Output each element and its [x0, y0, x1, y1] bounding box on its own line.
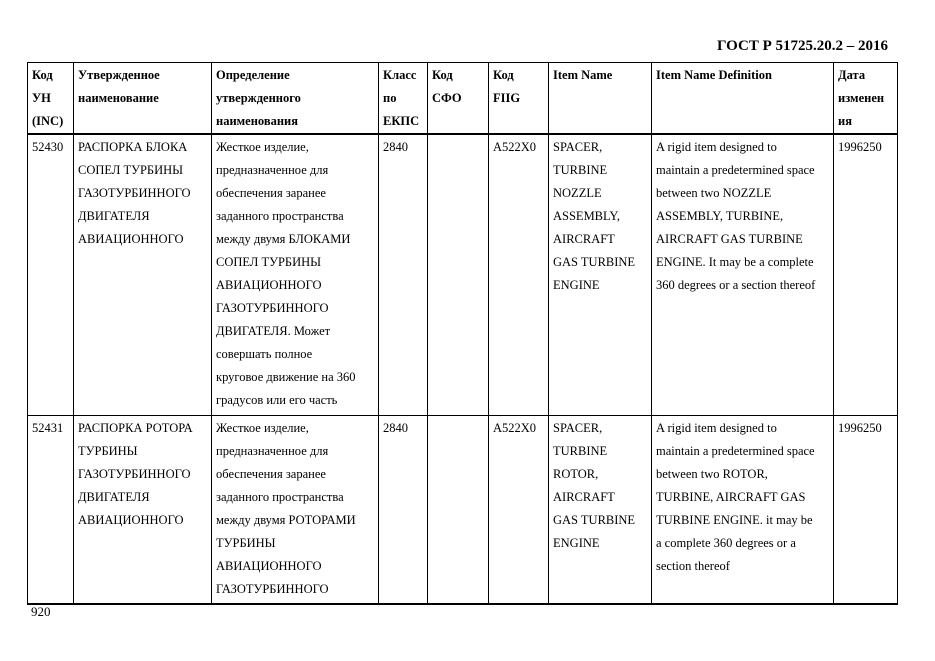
cell-inc: 52430	[28, 134, 74, 415]
cell-line: Жесткое изделие,	[216, 420, 309, 435]
cell-line: АВИАЦИОННОГО	[78, 512, 184, 527]
cell-item-name-definition	[652, 134, 834, 415]
header-text: СФО	[432, 91, 462, 105]
cell-line: ТУРБИНЫ	[216, 535, 276, 550]
cell-line: обеспечения заранее	[216, 466, 326, 481]
cell-item-name	[549, 415, 652, 604]
cell-line: предназначенное для	[216, 443, 329, 458]
cell-line: maintain a predetermined space	[656, 163, 815, 177]
table-header-row	[28, 63, 898, 135]
cell-line: обеспечения заранее	[216, 186, 326, 200]
cell-line: NOZZLE	[553, 186, 602, 200]
cell-line: между двумя БЛОКАМИ	[216, 232, 351, 246]
cell-line: A rigid item designed to	[656, 140, 777, 154]
cell-line: ТУРБИНЫ	[78, 443, 138, 458]
cell-line: АВИАЦИОННОГО	[216, 558, 322, 573]
cell-approved-name	[74, 415, 212, 604]
cell-line: ГАЗОТУРБИННОГО	[78, 186, 191, 200]
header-change-date	[834, 63, 898, 135]
cell-line: круговое движение на 360	[216, 370, 356, 384]
cell-item-name-definition	[652, 415, 834, 604]
cell-line: ДВИГАТЕЛЯ	[78, 489, 150, 504]
table-row	[28, 415, 898, 604]
table-row	[28, 134, 898, 415]
cell-line: РАСПОРКА БЛОКА	[78, 140, 188, 154]
cell-line: совершать полное	[216, 347, 313, 361]
cell-definition	[212, 415, 379, 604]
header-item-name	[549, 63, 652, 135]
cell-line: ROTOR,	[553, 466, 599, 481]
header-text: (INC)	[32, 114, 64, 128]
page-number: 920	[31, 604, 51, 619]
header-text: FIIG	[493, 91, 521, 105]
cell-ekps-class: 2840	[379, 415, 428, 604]
cell-line: between two ROTOR,	[656, 466, 768, 481]
cell-line: SPACER,	[553, 140, 603, 154]
header-text: УН	[32, 91, 51, 105]
cell-line: ГАЗОТУРБИННОГО	[216, 581, 329, 596]
cell-line: AIRCRAFT GAS TURBINE	[656, 232, 803, 246]
cell-line: АВИАЦИОННОГО	[216, 278, 322, 292]
cell-line: TURBINE	[553, 163, 608, 177]
header-inc-code	[28, 63, 74, 135]
cell-line: TURBINE ENGINE. it may be	[656, 512, 813, 527]
cell-ekps-class: 2840	[379, 134, 428, 415]
header-text: Определение	[216, 68, 290, 82]
cell-line: GAS TURBINE	[553, 255, 636, 269]
header-text: наименование	[78, 91, 159, 105]
cell-inc: 52431	[28, 415, 74, 604]
header-text: по	[383, 91, 397, 105]
cell-line: ДВИГАТЕЛЯ. Может	[216, 324, 331, 338]
header-text: ия	[838, 114, 852, 128]
cell-item-name	[549, 134, 652, 415]
cell-line: ENGINE	[553, 535, 600, 550]
cell-sfo-code	[428, 415, 489, 604]
header-text: утвержденного	[216, 91, 301, 105]
cell-line: SPACER,	[553, 420, 603, 435]
cell-line: GAS TURBINE	[553, 512, 636, 527]
cell-line: a complete 360 degrees or a	[656, 535, 796, 550]
cell-approved-name	[74, 134, 212, 415]
document-standard-header: ГОСТ Р 51725.20.2 – 2016	[716, 38, 888, 54]
header-text: Код	[32, 68, 53, 82]
header-definition	[212, 63, 379, 135]
cell-line: предназначенное для	[216, 163, 329, 177]
cell-line: ГАЗОТУРБИННОГО	[78, 466, 191, 481]
cell-line: A rigid item designed to	[656, 420, 777, 435]
item-names-table	[27, 62, 898, 605]
header-text: ЕКПС	[383, 114, 420, 128]
header-fiig-code	[489, 63, 549, 135]
cell-line: ENGINE	[553, 278, 600, 292]
cell-line: заданного пространства	[216, 209, 344, 223]
header-text: Код	[432, 68, 453, 82]
cell-line: TURBINE	[553, 443, 608, 458]
cell-line: maintain a predetermined space	[656, 443, 815, 458]
cell-line: градусов или его часть	[216, 393, 338, 407]
cell-fiig-code: A522X0	[489, 415, 549, 604]
header-text: Item Name Definition	[656, 68, 772, 82]
header-ekps-class	[379, 63, 428, 135]
header-text: Класс	[383, 68, 417, 82]
header-text: наименования	[216, 114, 299, 128]
header-text: Item Name	[553, 68, 613, 82]
header-text: Дата	[838, 68, 866, 82]
cell-line: section thereof	[656, 558, 730, 573]
cell-line: СОПЕЛ ТУРБИНЫ	[78, 163, 184, 177]
cell-line: 360 degrees or a section thereof	[656, 278, 816, 292]
cell-line: заданного пространства	[216, 489, 344, 504]
cell-line: ASSEMBLY, TURBINE,	[656, 209, 784, 223]
cell-line: СОПЕЛ ТУРБИНЫ	[216, 255, 322, 269]
cell-line: AIRCRAFT	[553, 489, 615, 504]
cell-line: ДВИГАТЕЛЯ	[78, 209, 150, 223]
cell-line: TURBINE, AIRCRAFT GAS	[656, 489, 806, 504]
cell-fiig-code: A522X0	[489, 134, 549, 415]
header-text: Утвержденное	[78, 68, 160, 82]
cell-line: Жесткое изделие,	[216, 140, 309, 154]
header-text: изменен	[838, 91, 885, 105]
header-approved-name	[74, 63, 212, 135]
header-sfo-code	[428, 63, 489, 135]
cell-line: РАСПОРКА РОТОРА	[78, 420, 193, 435]
header-item-name-definition	[652, 63, 834, 135]
cell-line: АВИАЦИОННОГО	[78, 232, 184, 246]
cell-definition	[212, 134, 379, 415]
cell-line: ASSEMBLY,	[553, 209, 620, 223]
cell-sfo-code	[428, 134, 489, 415]
cell-line: между двумя РОТОРАМИ	[216, 512, 356, 527]
header-text: Код	[493, 68, 514, 82]
cell-change-date: 1996250	[834, 415, 898, 604]
cell-line: between two NOZZLE	[656, 186, 772, 200]
cell-line: AIRCRAFT	[553, 232, 615, 246]
cell-line: ENGINE. It may be a complete	[656, 255, 814, 269]
cell-line: ГАЗОТУРБИННОГО	[216, 301, 329, 315]
cell-change-date: 1996250	[834, 134, 898, 415]
